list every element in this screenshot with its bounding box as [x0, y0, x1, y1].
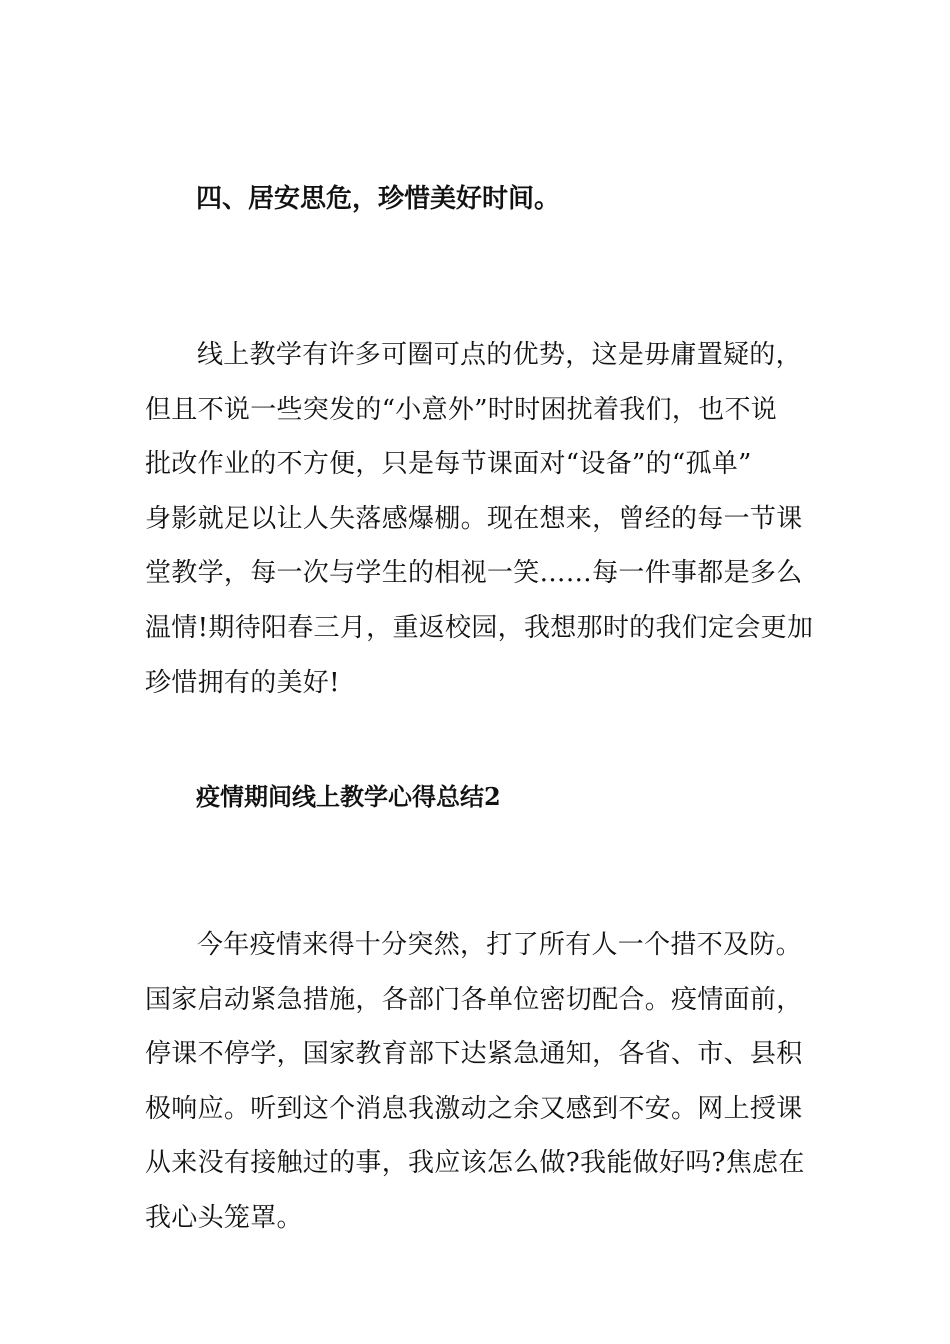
- section-heading-1: 四、居安思危，珍惜美好时间。: [196, 184, 561, 214]
- paragraph-line: 今年疫情来得十分突然，打了所有人一个措不及防。: [197, 930, 802, 960]
- paragraph-line: 国家启动紧急措施，各部门各单位密切配合。疫情面前，: [145, 984, 803, 1015]
- paragraph-line: 温情!期待阳春三月，重返校园，我想那时的我们定会更加: [145, 612, 814, 643]
- paragraph-line: 停课不停学，国家教育部下达紧急通知，各省、市、县积: [145, 1039, 803, 1070]
- section-paragraph-2: [145, 918, 810, 1246]
- paragraph-line: 但且不说一些突发的“小意外”时时困扰着我们，也不说: [145, 394, 778, 425]
- section-heading-2: 疫情期间线上教学心得总结2: [196, 782, 501, 811]
- paragraph-line: 身影就足以让人失落感爆棚。现在想来，曾经的每一节课: [145, 503, 803, 534]
- paragraph-line: 极响应。听到这个消息我激动之余又感到不安。网上授课: [145, 1093, 803, 1124]
- section-paragraph-1: [145, 328, 814, 710]
- paragraph-line: 从来没有接触过的事，我应该怎么做?我能做好吗?焦虑在: [145, 1148, 805, 1179]
- paragraph-line: 线上教学有许多可圈可点的优势，这是毋庸置疑的，: [197, 340, 802, 370]
- paragraph-line: 珍惜拥有的美好!: [145, 667, 340, 698]
- paragraph-line: 批改作业的不方便，只是每节课面对“设备”的“孤单”: [145, 449, 752, 480]
- paragraph-line: 我心头笼罩。: [145, 1202, 303, 1233]
- paragraph-line: 堂教学，每一次与学生的相视一笑……每一件事都是多么: [145, 558, 803, 589]
